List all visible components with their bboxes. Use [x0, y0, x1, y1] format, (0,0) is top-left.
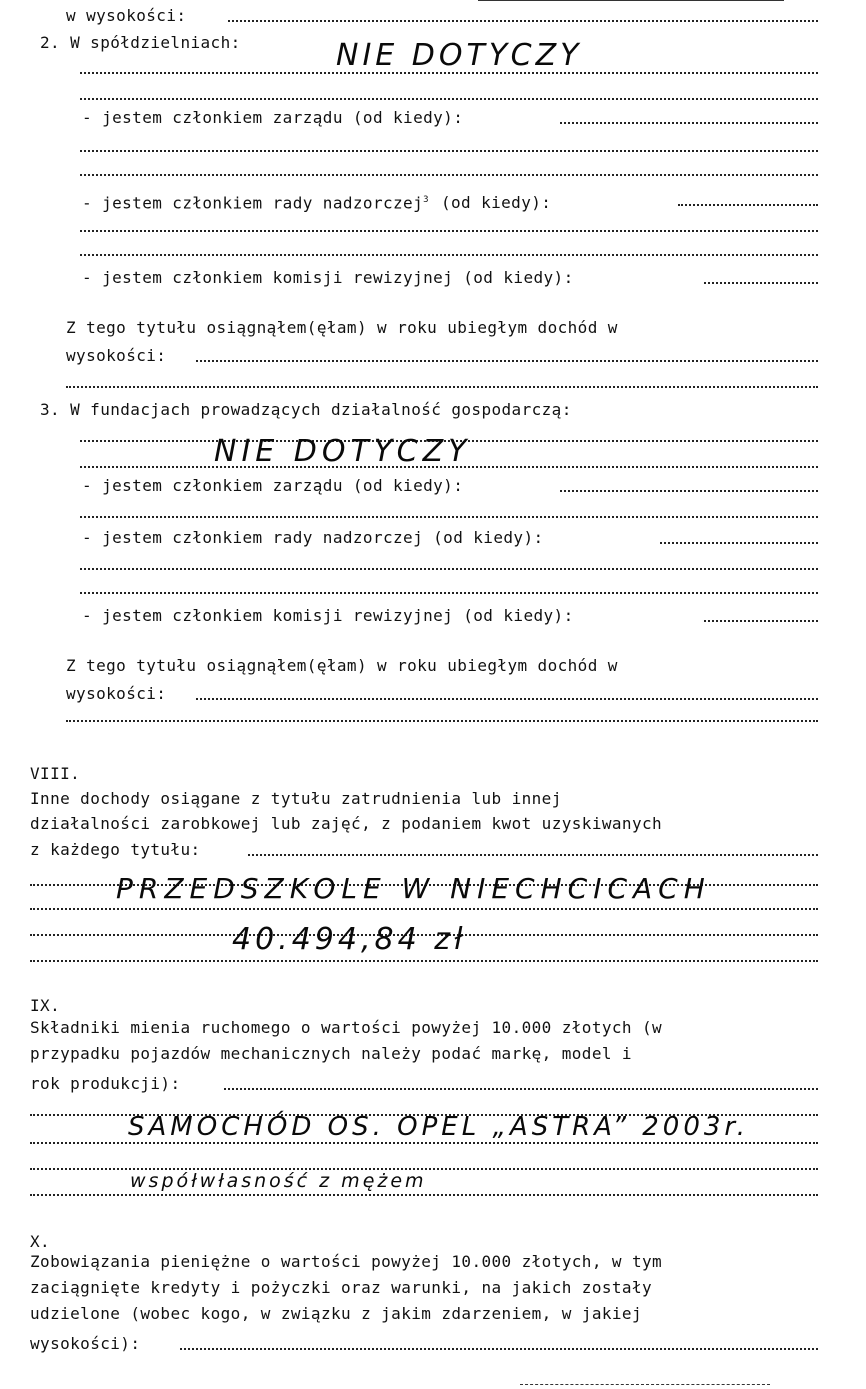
item3-header: 3. W fundacjach prowadzących działalność gospodarczą: [40, 400, 572, 419]
dotted-line [30, 908, 818, 910]
dotted-line [80, 174, 818, 176]
section-x-line1: Zobowiązania pieniężne o wartości powyżej 10.000 złotych, w tym [30, 1252, 663, 1271]
dotted-line [80, 230, 818, 232]
section-viii-line3: z każdego tytułu: [30, 840, 201, 859]
dotted-line [30, 960, 818, 962]
section-viii-handwritten-employer: PRZEDSZKOLE W NIECHCICACH [116, 872, 711, 905]
dotted-line [30, 1194, 818, 1196]
item2-income-amount-label: wysokości: [66, 346, 167, 365]
supervisory-text: - jestem członkiem rady nadzorczej [82, 193, 424, 213]
dotted-line [80, 568, 818, 570]
footnote-marker: 3 [423, 195, 429, 205]
item3-income-label: Z tego tytułu osiągnąłem(ęłam) w roku ubiegłym dochód w [66, 656, 618, 675]
supervisory-tail: (od kiedy): [440, 193, 552, 213]
section-viii-line1: Inne dochody osiągane z tytułu zatrudnienia lub innej [30, 789, 562, 808]
dotted-line [80, 466, 818, 468]
dotted-line [196, 360, 818, 362]
dotted-line [66, 386, 818, 388]
section-ix-line2: przypadku pojazdów mechanicznych należy podać markę, model i [30, 1044, 632, 1063]
section-x-line2: zaciągnięte kredyty i pożyczki oraz warunki, na jakich zostały [30, 1278, 653, 1297]
dotted-line [228, 20, 818, 22]
item2-board-label: - jestem członkiem zarządu (od kiedy): [82, 108, 464, 127]
dotted-line [704, 620, 818, 622]
dotted-line [80, 592, 818, 594]
bottom-cut-rule [520, 1384, 770, 1385]
item3-board-label: - jestem członkiem zarządu (od kiedy): [82, 476, 464, 495]
dotted-line [224, 1088, 818, 1090]
item2-handwritten-not-applicable: NIE DOTYCZY [336, 38, 583, 73]
dotted-line [660, 542, 818, 544]
item3-audit-label: - jestem członkiem komisji rewizyjnej (od kiedy): [82, 606, 574, 625]
item2-audit-label: - jestem członkiem komisji rewizyjnej (od kiedy): [82, 268, 574, 287]
section-x-line4: wysokości): [30, 1334, 141, 1353]
dotted-line [66, 720, 818, 722]
top-cut-rule [478, 0, 784, 1]
dotted-line [80, 254, 818, 256]
section-viii-handwritten-amount: 40.494,84 zł [232, 922, 467, 957]
item3-income-amount-label: wysokości: [66, 684, 167, 703]
dotted-line [30, 1142, 818, 1144]
section-ix-line1: Składniki mienia ruchomego o wartości powyżej 10.000 złotych (w [30, 1018, 663, 1037]
dotted-line [80, 98, 818, 100]
section-ix-handwritten-vehicle: SAMOCHÓD OS. OPEL „ASTRA” 2003r. [128, 1112, 749, 1142]
dotted-line [80, 516, 818, 518]
section-x-number: X. [30, 1232, 51, 1251]
dotted-line [704, 282, 818, 284]
section-ix-line3: rok produkcji): [30, 1074, 181, 1093]
section-viii-line2: działalności zarobkowej lub zajęć, z podaniem kwot uzyskiwanych [30, 814, 663, 833]
dotted-line [560, 122, 818, 124]
section-viii-number: VIII. [30, 764, 81, 783]
item3-supervisory-label: - jestem członkiem rady nadzorczej (od kiedy): [82, 528, 544, 547]
dotted-line [180, 1348, 818, 1350]
dotted-line [678, 204, 818, 206]
dotted-line [248, 854, 818, 856]
dotted-line [196, 698, 818, 700]
dotted-line [560, 490, 818, 492]
item2-income-label: Z tego tytułu osiągnąłem(ęłam) w roku ubiegłym dochód w [66, 318, 618, 337]
item2-header: 2. W spółdzielniach: [40, 33, 241, 52]
item3-handwritten-not-applicable: NIE DOTYCZY [214, 434, 472, 469]
section-ix-handwritten-ownership: współwłasność z mężem [130, 1170, 427, 1192]
item2-supervisory-label [82, 190, 551, 213]
dotted-line [80, 150, 818, 152]
section-ix-number: IX. [30, 996, 61, 1015]
top-fragment-label: w wysokości: [66, 6, 187, 25]
section-x-line3: udzielone (wobec kogo, w związku z jakim zdarzeniem, w jakiej [30, 1304, 643, 1323]
